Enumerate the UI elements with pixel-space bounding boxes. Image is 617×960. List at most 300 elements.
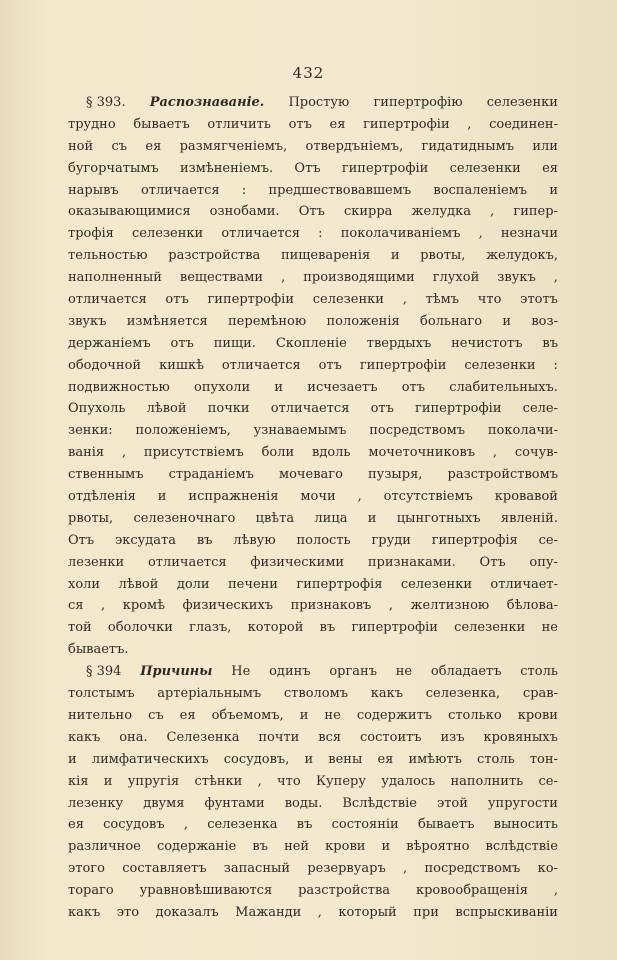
word: холи — [68, 576, 101, 592]
word: не — [395, 664, 413, 680]
word: Отъ — [294, 160, 321, 176]
word: наполненный — [68, 270, 162, 286]
word: который — [338, 904, 397, 920]
word: фунтами — [204, 795, 265, 811]
text-line — [68, 683, 558, 705]
word: оболочки — [107, 620, 173, 636]
word: отличить — [207, 116, 271, 132]
word: пищеваренiя — [280, 248, 371, 264]
word: испражненiя — [188, 489, 279, 505]
word: трофiя — [68, 226, 114, 242]
word: положенiя — [326, 313, 400, 329]
word: разстройствомъ — [447, 467, 558, 483]
word: присутствiемъ — [143, 445, 244, 461]
word: ознобами. — [209, 204, 280, 220]
word: больнаго — [420, 313, 483, 329]
word: какъ — [68, 904, 101, 920]
word: доказалъ — [155, 904, 219, 920]
word: положенiемъ, — [135, 423, 231, 439]
word: желудокъ, — [486, 248, 558, 264]
word: ея — [145, 138, 162, 154]
text-line — [68, 267, 558, 289]
word: въ — [196, 532, 213, 548]
text-line — [68, 464, 558, 486]
word: отъ — [401, 379, 425, 395]
word: отличается — [221, 357, 301, 373]
text-line — [68, 201, 558, 223]
word: слабительныхъ. — [449, 379, 558, 395]
word: и — [390, 248, 400, 264]
word: съ — [148, 707, 164, 723]
word: : — [553, 357, 558, 373]
word: срав- — [522, 686, 558, 702]
word: опухоли — [194, 379, 251, 395]
word: воз- — [531, 313, 558, 329]
word: бываетъ — [133, 116, 190, 132]
word: признаковъ — [290, 598, 372, 614]
text-line — [68, 595, 558, 617]
word: Скопленiе — [275, 335, 347, 351]
word: какъ — [370, 686, 404, 702]
word: , — [478, 226, 483, 242]
word: этотъ — [520, 292, 558, 308]
word: трудно — [68, 116, 116, 132]
word: отдѣленiя — [68, 489, 136, 505]
word: Распознаванiе. — [149, 95, 265, 110]
word: , — [257, 773, 262, 789]
text-line — [68, 902, 558, 924]
text-line — [68, 442, 558, 464]
word: Опухоль — [68, 401, 126, 417]
word: глазъ, — [189, 620, 232, 636]
word: селезенки — [454, 620, 526, 636]
word: воды. — [284, 795, 323, 811]
word: различное — [68, 839, 141, 855]
word: въ — [319, 620, 336, 636]
word: се- — [538, 532, 558, 548]
text-line — [68, 223, 558, 245]
word: , — [357, 489, 362, 505]
word: Причины — [140, 664, 213, 680]
text-line — [68, 617, 558, 639]
word: вены — [328, 751, 363, 767]
word: и — [68, 751, 77, 767]
word: которой — [247, 620, 304, 636]
word: лѣвой — [118, 576, 159, 592]
word: ся — [68, 598, 84, 614]
word: , — [388, 598, 393, 614]
word: содержанiе — [156, 839, 237, 855]
word: экcудата — [114, 532, 176, 548]
word: ванiя — [68, 445, 105, 461]
word: поколачиванiемъ — [340, 226, 461, 242]
word: отъ — [165, 292, 189, 308]
word: селезенка, — [425, 686, 501, 702]
word: имѣютъ — [408, 751, 462, 767]
word: въ — [252, 839, 268, 855]
word: столь — [477, 751, 515, 767]
word: въ — [296, 817, 313, 833]
word: Отъ — [479, 554, 506, 570]
word: сосудовъ, — [223, 751, 290, 767]
word: вся — [318, 729, 342, 745]
word: лица — [314, 510, 348, 526]
word: нечистотъ — [451, 335, 523, 351]
word: этой — [436, 795, 468, 811]
word: , — [101, 598, 106, 614]
word: отличает- — [490, 576, 558, 592]
text-line — [68, 180, 558, 202]
word: столько — [448, 707, 502, 723]
text-line — [68, 136, 558, 158]
word: съ — [111, 138, 128, 154]
text-line — [68, 398, 558, 420]
word: твердыхъ — [366, 335, 432, 351]
word: селезенка — [207, 817, 278, 833]
word: предшествовавшемъ — [268, 182, 412, 198]
word: цынготныхъ — [396, 510, 481, 526]
word: при — [413, 904, 439, 920]
word: мочи — [300, 489, 336, 505]
text-line — [68, 858, 558, 880]
word: стволомъ — [283, 686, 348, 702]
word: она. — [119, 729, 148, 745]
word: ной — [68, 138, 94, 154]
word: , — [317, 904, 322, 920]
word: вѣроятно — [406, 839, 470, 855]
word: , — [492, 445, 498, 461]
text-line — [68, 727, 558, 749]
word: гипертрофiи — [207, 292, 294, 308]
word: той — [68, 620, 92, 636]
text-line — [68, 771, 558, 793]
word: , — [553, 270, 558, 286]
word: вслѣдствiе — [485, 839, 558, 855]
word: соединен- — [489, 116, 558, 132]
text-line — [68, 158, 558, 180]
word: исчезаетъ — [307, 379, 378, 395]
word: поколачи- — [487, 423, 558, 439]
word: мочеточниковъ — [368, 445, 476, 461]
word: состоитъ — [360, 729, 422, 745]
word: Мажанди — [235, 904, 302, 920]
word: посредствомъ — [424, 861, 521, 877]
word: цвѣта — [255, 510, 295, 526]
text-line — [68, 836, 558, 858]
word: гипер- — [513, 204, 558, 220]
word: Не — [231, 664, 251, 680]
word: воспаленiемъ — [433, 182, 528, 198]
word: скирра — [343, 204, 393, 220]
text-line — [68, 574, 558, 596]
word: опу- — [529, 554, 558, 570]
word: объемомъ, — [211, 707, 284, 723]
word: тельностью — [68, 248, 148, 264]
word: страданiемъ — [168, 467, 254, 483]
text-line — [68, 749, 558, 771]
word: полость — [296, 532, 351, 548]
word: почти — [258, 729, 300, 745]
word: уравновѣшиваются — [139, 883, 273, 899]
word: ственнымъ — [68, 467, 144, 483]
word: толстымъ — [68, 686, 135, 702]
word: § 393. — [86, 95, 126, 110]
word: не — [324, 707, 341, 723]
word: селезенки — [464, 357, 536, 373]
word: , — [490, 204, 495, 220]
word: и — [502, 313, 512, 329]
word: : — [318, 226, 323, 242]
word: гипертрофiи — [359, 357, 447, 373]
text-line — [68, 311, 558, 333]
word: се- — [538, 773, 558, 789]
word: физическими — [250, 554, 345, 570]
word: лѣвую — [233, 532, 276, 548]
word: ободочной — [68, 357, 142, 373]
word: крови — [517, 707, 558, 723]
word: Отъ — [68, 532, 95, 548]
word: гипертрофiя — [431, 532, 518, 548]
word: ко- — [537, 861, 558, 877]
word: наполнить — [450, 773, 524, 789]
word: ея — [179, 707, 196, 723]
word: селезеночнаго — [133, 510, 236, 526]
word: лезенки — [68, 554, 125, 570]
word: и — [381, 839, 391, 855]
text-line — [68, 486, 558, 508]
word: и — [299, 707, 309, 723]
word: вдоль — [312, 445, 351, 461]
word: состоянiи — [331, 817, 399, 833]
word: гипертрофiю — [373, 95, 463, 110]
word: желтизною — [410, 598, 490, 614]
word: перемѣною — [228, 313, 307, 329]
word: Простую — [288, 95, 350, 110]
word: зенки: — [68, 423, 113, 439]
word: гипертрофiя — [296, 576, 383, 592]
text-line — [68, 661, 558, 683]
word: глухой — [432, 270, 480, 286]
word: и — [274, 379, 284, 395]
page-text-body — [68, 92, 558, 924]
word: Отъ — [298, 204, 325, 220]
word: узнаваемымъ — [253, 423, 347, 439]
word: размягченiемъ, — [179, 138, 288, 154]
word: ея — [542, 160, 558, 176]
word: и — [549, 182, 558, 198]
word: отъ — [318, 357, 342, 373]
word: явленiй. — [500, 510, 558, 526]
word: лѣвой — [146, 401, 187, 417]
word: отличается — [221, 226, 301, 242]
word: тораго — [68, 883, 114, 899]
word: Куперу — [315, 773, 366, 789]
word: въ — [542, 335, 558, 351]
word: Селезенка — [166, 729, 240, 745]
word: бѣловa- — [506, 598, 558, 614]
word: физическихъ — [182, 598, 274, 614]
text-line — [68, 814, 558, 836]
text-line — [68, 245, 558, 267]
word: упругости — [487, 795, 558, 811]
word: , — [467, 116, 472, 132]
word: отличается — [147, 554, 227, 570]
word: гипертрофiи — [351, 620, 438, 636]
word: Вслѣдствiе — [342, 795, 417, 811]
text-line — [68, 333, 558, 355]
word: кровообращенiя — [415, 883, 528, 899]
word: отъ — [370, 401, 394, 417]
word: селезенки — [312, 292, 384, 308]
word: селезенки — [486, 95, 558, 110]
word: , — [403, 861, 408, 877]
word: : — [241, 182, 247, 198]
word: гидатиднымъ — [421, 138, 515, 154]
word: измѣненiемъ. — [180, 160, 274, 176]
text-line — [68, 793, 558, 815]
word: не — [541, 620, 558, 636]
text-line — [68, 880, 558, 902]
word: пищи. — [213, 335, 256, 351]
word: пузыря, — [368, 467, 423, 483]
word: кишкѣ — [159, 357, 204, 373]
word: незначи — [500, 226, 558, 242]
word: сосудовъ — [103, 817, 165, 833]
word: что — [477, 292, 502, 308]
word: этого — [68, 861, 105, 877]
word: и — [367, 510, 377, 526]
word: ней — [284, 839, 310, 855]
word: звукъ — [68, 313, 107, 329]
text-line — [68, 705, 558, 727]
word: гипертрофiи — [363, 116, 450, 132]
text-line — [68, 530, 558, 552]
word: это — [116, 904, 140, 920]
word: лезенку — [68, 795, 124, 811]
word: содержитъ — [356, 707, 433, 723]
word: одинъ — [269, 664, 311, 680]
word: отъ — [288, 116, 312, 132]
word: посредствомъ — [369, 423, 466, 439]
word: кровавой — [494, 489, 558, 505]
word: производящими — [303, 270, 415, 286]
text-line — [68, 377, 558, 399]
word: удалось — [381, 773, 436, 789]
word: бугорчатымъ — [68, 160, 159, 176]
word: признаками. — [367, 554, 456, 570]
text-line — [68, 552, 558, 574]
word: § 394 — [86, 664, 122, 680]
word: сочув- — [514, 445, 558, 461]
word: изъ — [440, 729, 465, 745]
word: разстройства — [168, 248, 261, 264]
word: разстройства — [298, 883, 391, 899]
word: тѣмъ — [425, 292, 460, 308]
word: селезенки — [400, 576, 472, 592]
word: звукъ — [497, 270, 536, 286]
word: гипертрофiи — [415, 401, 502, 417]
word: какъ — [68, 729, 101, 745]
word: селезенки — [449, 160, 521, 176]
text-line — [68, 92, 558, 114]
word: и — [157, 489, 167, 505]
word: измѣняется — [126, 313, 208, 329]
word: , — [402, 292, 407, 308]
word: подвижностью — [68, 379, 170, 395]
word: лимфатическихъ — [91, 751, 209, 767]
word: отъ — [170, 335, 194, 351]
word: , — [121, 445, 127, 461]
word: столь — [520, 664, 558, 680]
word: бываетъ — [417, 817, 475, 833]
word: веществами — [179, 270, 264, 286]
word: вспрыскиванiи — [455, 904, 558, 920]
text-line — [68, 508, 558, 530]
word: отличается — [68, 292, 147, 308]
word: рвоты, — [68, 510, 114, 526]
word: упругiя — [127, 773, 180, 789]
word: ея — [329, 116, 346, 132]
text-line — [68, 355, 558, 377]
word: ея — [377, 751, 394, 767]
word: обладаетъ — [430, 664, 502, 680]
text-line — [68, 420, 558, 442]
page-number: 432 — [292, 64, 325, 82]
text-line — [68, 289, 558, 311]
word: артерiальнымъ — [157, 686, 262, 702]
word: или — [532, 138, 558, 154]
word: двумя — [143, 795, 185, 811]
word: почки — [207, 401, 250, 417]
word: отличается — [270, 401, 350, 417]
word: , — [281, 270, 286, 286]
word: и — [304, 751, 314, 767]
word: и — [103, 773, 113, 789]
word: стѣнки — [194, 773, 243, 789]
word: отвердънiемъ, — [305, 138, 404, 154]
text-line — [68, 114, 558, 136]
word: крови — [325, 839, 366, 855]
word: кровяныхъ — [483, 729, 558, 745]
word: составляетъ — [122, 861, 207, 877]
word: селезенки — [132, 226, 204, 242]
word: гипертрофiи — [341, 160, 429, 176]
word: тон- — [529, 751, 558, 767]
word: органъ — [329, 664, 377, 680]
word: нительно — [68, 707, 133, 723]
word: кромѣ — [122, 598, 165, 614]
word: запасный — [223, 861, 291, 877]
word: оказывающимися — [68, 204, 191, 220]
word: мочеваго — [278, 467, 343, 483]
word: селе- — [522, 401, 558, 417]
word: доли — [176, 576, 210, 592]
word: держанiемъ — [68, 335, 151, 351]
word: желудка — [411, 204, 471, 220]
word: бываетъ. — [68, 642, 129, 658]
word: , — [183, 817, 189, 833]
word: , — [553, 883, 558, 899]
word: рвоты, — [420, 248, 466, 264]
word: боли — [261, 445, 295, 461]
word: ея — [68, 817, 84, 833]
word: выносить — [493, 817, 558, 833]
word: отсутствiемъ — [383, 489, 473, 505]
word: отличается — [140, 182, 220, 198]
word: груди — [371, 532, 411, 548]
word: резервуаръ — [307, 861, 386, 877]
word: нарывъ — [68, 182, 119, 198]
